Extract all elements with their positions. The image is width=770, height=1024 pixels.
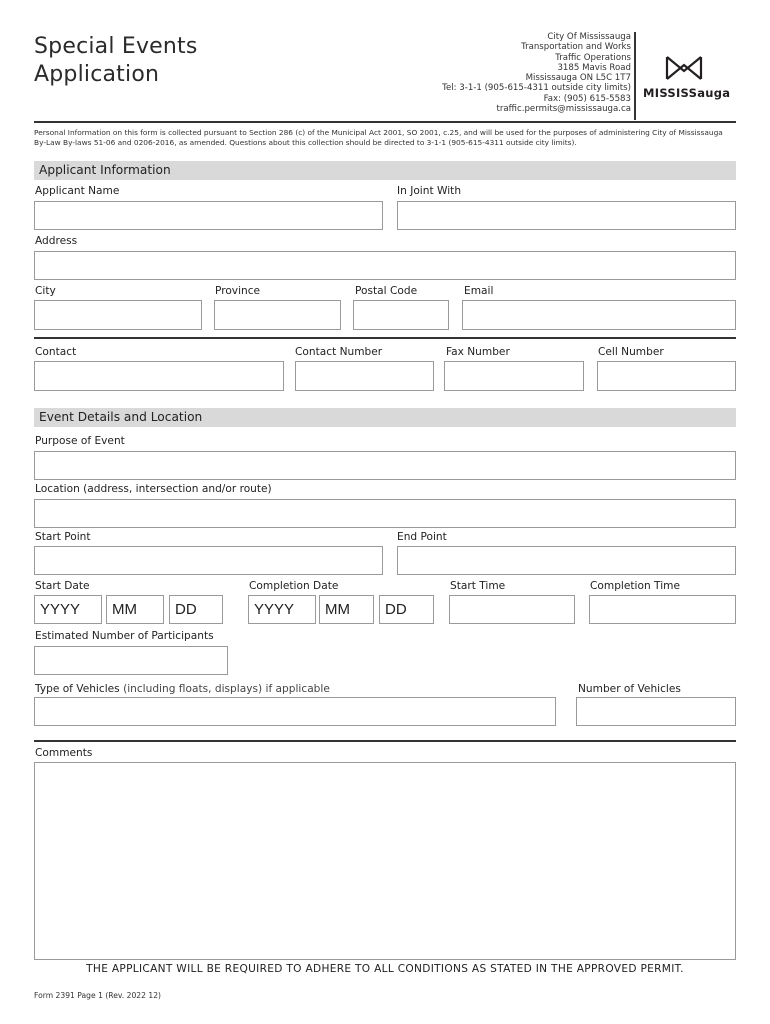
comments-label: Comments: [35, 747, 93, 759]
completion-date-year-field[interactable]: YYYY: [248, 595, 316, 624]
number-of-vehicles-label: Number of Vehicles: [578, 683, 681, 695]
province-field[interactable]: [214, 300, 341, 330]
address-label: Address: [35, 235, 78, 247]
vehicles-label-note: (including floats, displays) if applicable: [123, 683, 330, 695]
participants-label: Estimated Number of Participants: [35, 630, 214, 642]
form-title: [34, 33, 198, 89]
number-of-vehicles-field[interactable]: [576, 697, 736, 726]
completion-date-label: Completion Date: [249, 580, 339, 592]
start-point-label: Start Point: [35, 531, 91, 543]
purpose-field[interactable]: [34, 451, 736, 480]
conditions-notice: THE APPLICANT WILL BE REQUIRED TO ADHERE TO ALL CONDITIONS AS STATED IN THE APPROVED PERMIT.: [86, 963, 684, 975]
cell-number-field[interactable]: [597, 361, 736, 391]
fax-number-field[interactable]: [444, 361, 584, 391]
address-line: traffic.permits@mississauga.ca: [496, 104, 631, 115]
contact-number-field[interactable]: [295, 361, 434, 391]
contact-field[interactable]: [34, 361, 284, 391]
contact-label: Contact: [35, 346, 77, 358]
form-title-line2: Application: [34, 62, 160, 87]
cell-number-label: Cell Number: [598, 346, 664, 358]
applicant-name-label: Applicant Name: [35, 185, 120, 197]
email-label: Email: [464, 285, 494, 297]
in-joint-with-field[interactable]: [397, 201, 736, 230]
applicant-section-header: [34, 161, 736, 180]
address-line: 3185 Mavis Road: [557, 62, 631, 73]
header-divider: [634, 32, 636, 120]
fax-number-label: Fax Number: [446, 346, 510, 358]
in-joint-with-label: In Joint With: [397, 185, 462, 197]
start-time-label: Start Time: [450, 580, 506, 592]
city-field[interactable]: [34, 300, 202, 330]
mississauga-logo-text: MISSISSauga: [643, 86, 731, 100]
event-section-title: Event Details and Location: [39, 410, 203, 424]
applicant-name-field[interactable]: [34, 201, 383, 230]
completion-time-label: Completion Time: [590, 580, 680, 592]
completion-time-field[interactable]: [589, 595, 736, 624]
form-number: Form 2391 Page 1 (Rev. 2022 12): [34, 991, 161, 1000]
start-date-year-field[interactable]: YYYY: [34, 595, 102, 624]
section-rule: [34, 740, 736, 742]
end-point-field[interactable]: [397, 546, 736, 575]
contact-number-label: Contact Number: [295, 346, 383, 358]
start-point-field[interactable]: [34, 546, 383, 575]
start-date-month-field[interactable]: MM: [106, 595, 164, 624]
purpose-label: Purpose of Event: [35, 435, 125, 447]
city-label: City: [35, 285, 56, 297]
event-section-header: [34, 408, 736, 427]
address-line: Traffic Operations: [555, 52, 631, 63]
applicant-section-title: Applicant Information: [39, 163, 171, 177]
address-line: Mississauga ON L5C 1T7: [525, 73, 631, 84]
province-label: Province: [215, 285, 261, 297]
location-label: Location (address, intersection and/or route): [35, 483, 272, 495]
completion-date-month-field[interactable]: MM: [319, 595, 374, 624]
postal-code-field[interactable]: [353, 300, 449, 330]
form-title-line1: Special Events: [34, 34, 198, 59]
header-rule: [34, 121, 736, 123]
vehicles-label: [35, 683, 330, 695]
location-field[interactable]: [34, 499, 736, 528]
end-point-label: End Point: [397, 531, 447, 543]
city-address-block: [331, 32, 631, 114]
mississauga-logo-icon: [664, 55, 704, 81]
address-line: Fax: (905) 615-5583: [543, 93, 631, 104]
email-field[interactable]: [462, 300, 736, 330]
start-time-field[interactable]: [449, 595, 575, 624]
participants-field[interactable]: [34, 646, 228, 675]
address-line: Transportation and Works: [521, 42, 631, 53]
section-rule: [34, 337, 736, 339]
postal-code-label: Postal Code: [355, 285, 418, 297]
vehicles-label-main: Type of Vehicles: [35, 683, 120, 695]
comments-field[interactable]: [34, 762, 736, 960]
address-line: Tel: 3-1-1 (905-615-4311 outside city limits): [442, 83, 631, 94]
start-date-label: Start Date: [35, 580, 90, 592]
address-line: City Of Mississauga: [547, 32, 631, 42]
vehicles-type-field[interactable]: [34, 697, 556, 726]
address-field[interactable]: [34, 251, 736, 280]
privacy-notice: Personal Information on this form is collected pursuant to Section 286 (c) of the Municipal Act 2001, SO 2001, c.25, and will be used for the purposes of administering City of Mississauga By-Law By-laws 51-06 and 0206-2016, as amended. Questions about this collection should be directed to 3-1-1 (905-615-4311 outside city limits).: [34, 128, 723, 147]
completion-date-day-field[interactable]: DD: [379, 595, 434, 624]
start-date-day-field[interactable]: DD: [169, 595, 223, 624]
